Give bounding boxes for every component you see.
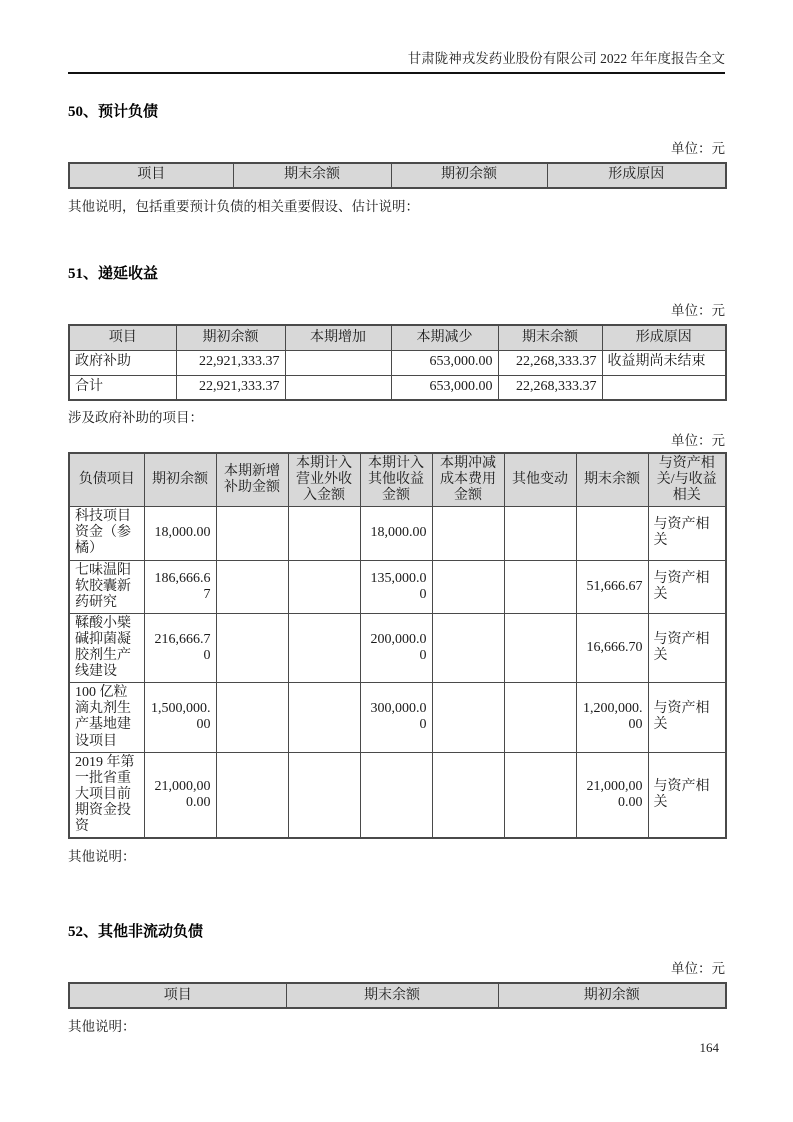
column-header: 与资产相关/与收益相关 — [648, 453, 726, 507]
section-51-title: 51、递延收益 — [68, 266, 159, 282]
column-header: 本期冲减成本费用金额 — [432, 453, 504, 507]
table-cell: 653,000.00 — [391, 350, 498, 375]
section-51-note: 其他说明： — [68, 849, 136, 865]
table-cell — [216, 560, 288, 613]
column-header: 本期新增补助金额 — [216, 453, 288, 507]
table-cell — [576, 507, 648, 560]
other-noncurrent-liabilities-table — [68, 982, 727, 1009]
table-cell — [288, 560, 360, 613]
table-cell — [285, 375, 391, 400]
table-cell: 216,666.70 — [144, 613, 216, 682]
table-cell: 22,268,333.37 — [498, 350, 602, 375]
unit-label: 单位：元 — [671, 961, 725, 977]
column-header: 本期计入营业外收入金额 — [288, 453, 360, 507]
table-cell — [432, 613, 504, 682]
table-cell — [285, 350, 391, 375]
table-row — [69, 350, 726, 375]
column-header: 期末余额 — [286, 983, 498, 1008]
section-50-note: 其他说明，包括重要预计负债的相关重要假设、估计说明： — [68, 199, 419, 214]
table-cell — [288, 507, 360, 560]
deferred-income-table — [68, 324, 727, 401]
table-cell: 与资产相关 — [648, 560, 726, 613]
table-cell: 186,666.67 — [144, 560, 216, 613]
table-cell — [216, 507, 288, 560]
table-cell: 收益期尚未结束 — [602, 350, 726, 375]
column-header: 期末余额 — [233, 163, 391, 188]
column-header: 其他变动 — [504, 453, 576, 507]
table-cell — [216, 752, 288, 838]
column-header: 形成原因 — [602, 325, 726, 350]
gov-subsidy-subnote: 涉及政府补助的项目： — [68, 410, 203, 425]
table-row — [69, 507, 726, 560]
table-cell — [504, 560, 576, 613]
section-52-title: 52、其他非流动负债 — [68, 924, 204, 941]
table-header-row — [69, 325, 726, 350]
unit-label: 单位：元 — [671, 141, 725, 156]
table-cell — [432, 560, 504, 613]
table-cell: 与资产相关 — [648, 683, 726, 752]
table-cell: 2019 年第一批省重大项目前期资金投资 — [69, 752, 144, 838]
table-row — [69, 613, 726, 682]
table-cell: 鞣酸小檗碱抑菌凝胶剂生产线建设 — [69, 613, 144, 682]
table-cell — [360, 752, 432, 838]
column-header: 期初余额 — [144, 453, 216, 507]
table-row — [69, 375, 726, 400]
table-cell — [432, 683, 504, 752]
table-cell — [432, 752, 504, 838]
column-header: 项目 — [69, 325, 176, 350]
table-cell: 18,000.00 — [144, 507, 216, 560]
table-cell: 21,000,000.00 — [576, 752, 648, 838]
table-cell: 51,666.67 — [576, 560, 648, 613]
column-header: 本期计入其他收益金额 — [360, 453, 432, 507]
table-cell: 200,000.00 — [360, 613, 432, 682]
table-row — [69, 683, 726, 752]
document-header: 甘肃陇神戎发药业股份有限公司 2022 年年度报告全文 — [407, 51, 725, 66]
gov-subsidy-projects-table — [68, 452, 727, 839]
column-header: 本期增加 — [285, 325, 391, 350]
table-cell — [504, 613, 576, 682]
table-cell: 22,268,333.37 — [498, 375, 602, 400]
column-header: 期末余额 — [498, 325, 602, 350]
table-cell: 300,000.00 — [360, 683, 432, 752]
table-cell: 与资产相关 — [648, 507, 726, 560]
table-cell: 1,500,000.00 — [144, 683, 216, 752]
table-cell: 与资产相关 — [648, 613, 726, 682]
table-header-row — [69, 983, 726, 1008]
column-header: 期初余额 — [498, 983, 726, 1008]
table-cell: 1,200,000.00 — [576, 683, 648, 752]
unit-label: 单位：元 — [671, 433, 725, 448]
table-header-row — [69, 163, 726, 188]
estimated-liabilities-table — [68, 162, 727, 189]
table-cell: 21,000,000.00 — [144, 752, 216, 838]
table-cell: 100 亿粒滴丸剂生产基地建设项目 — [69, 683, 144, 752]
column-header: 期末余额 — [576, 453, 648, 507]
table-cell — [504, 752, 576, 838]
table-cell — [602, 375, 726, 400]
table-cell — [216, 683, 288, 752]
table-cell: 政府补助 — [69, 350, 176, 375]
table-cell: 16,666.70 — [576, 613, 648, 682]
header-rule — [68, 72, 725, 74]
table-cell: 合计 — [69, 375, 176, 400]
table-cell: 七味温阳软胶囊新药研究 — [69, 560, 144, 613]
table-cell — [504, 507, 576, 560]
table-cell: 22,921,333.37 — [176, 375, 285, 400]
column-header: 项目 — [69, 163, 233, 188]
table-cell: 22,921,333.37 — [176, 350, 285, 375]
table-cell — [504, 683, 576, 752]
column-header: 形成原因 — [547, 163, 726, 188]
column-header: 负债项目 — [69, 453, 144, 507]
section-52-note: 其他说明： — [68, 1019, 136, 1035]
column-header: 期初余额 — [176, 325, 285, 350]
column-header: 期初余额 — [391, 163, 547, 188]
table-cell — [288, 752, 360, 838]
table-header-row — [69, 453, 726, 507]
table-cell: 18,000.00 — [360, 507, 432, 560]
section-50-title: 50、预计负债 — [68, 104, 159, 120]
table-cell: 653,000.00 — [391, 375, 498, 400]
table-row — [69, 560, 726, 613]
table-cell: 科技项目资金（参橘） — [69, 507, 144, 560]
table-cell — [288, 613, 360, 682]
table-cell — [216, 613, 288, 682]
table-cell — [288, 683, 360, 752]
table-cell: 135,000.00 — [360, 560, 432, 613]
page-number: 164 — [699, 1040, 719, 1055]
table-cell — [432, 507, 504, 560]
column-header: 项目 — [69, 983, 286, 1008]
table-row — [69, 752, 726, 838]
table-cell: 与资产相关 — [648, 752, 726, 838]
column-header: 本期减少 — [391, 325, 498, 350]
unit-label: 单位：元 — [671, 303, 725, 318]
